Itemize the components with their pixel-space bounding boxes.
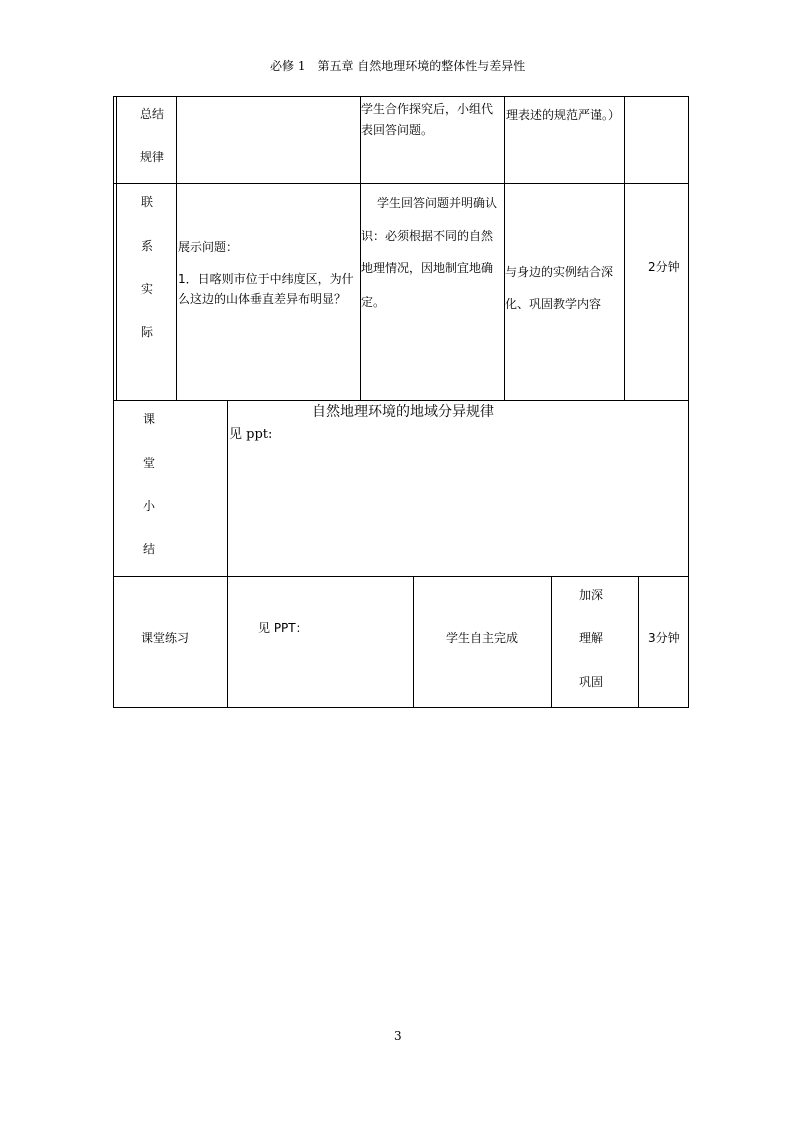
summary-intent: 理表述的规范严谨。） (506, 108, 621, 122)
exercise-intent-3: 巩固 (579, 675, 604, 689)
practice-time: 2分钟 (648, 260, 680, 274)
practice-student-line3: 地理情况，因地制宜地确 (361, 261, 494, 275)
exercise-time: 3分钟 (648, 631, 680, 645)
page-number: 3 (394, 1029, 402, 1043)
practice-teacher-line3: 么这边的山体垂直差异布明显？ (178, 292, 347, 306)
class-summary-heading: 自然地理环境的地域分异规律 (312, 404, 494, 420)
practice-label-char-3: 实 (141, 282, 154, 296)
class-summary-char-4: 结 (143, 542, 156, 556)
practice-intent-line1: 与身边的实例结合深 (505, 265, 614, 279)
class-summary-char-1: 课 (143, 412, 156, 426)
exercise-student: 学生自主完成 (446, 631, 519, 645)
class-summary-char-3: 小 (143, 499, 156, 513)
class-summary-note: 见 ppt: (229, 427, 273, 442)
summary-student-line1: 学生合作探究后，小组代 (361, 102, 494, 116)
exercise-intent-2: 理解 (579, 631, 604, 645)
practice-label-char-1: 联 (141, 195, 154, 209)
summary-label-line1: 总结 (140, 107, 165, 121)
practice-label-char-2: 系 (141, 239, 154, 253)
practice-student-line2: 识：必须根据不同的自然 (361, 229, 494, 243)
practice-teacher-line1: 展示问题： (178, 240, 239, 254)
exercise-label: 课堂练习 (141, 631, 190, 645)
practice-intent-line2: 化、巩固教学内容 (505, 297, 602, 311)
class-summary-char-2: 堂 (143, 456, 156, 470)
practice-student-line4: 定。 (361, 295, 386, 309)
summary-student-line2: 表回答问题。 (361, 123, 434, 137)
practice-label-char-4: 际 (141, 325, 154, 339)
summary-label-line2: 规律 (140, 150, 165, 164)
exercise-intent-1: 加深 (579, 588, 604, 602)
practice-teacher-line2: 1．日喀则市位于中纬度区，为什 (178, 272, 354, 286)
exercise-content: 见 PPT： (258, 621, 308, 635)
practice-student-line1: 学生回答问题并明确认 (377, 196, 498, 210)
page-header: 必修 1 第五章 自然地理环境的整体性与差异性 (270, 59, 526, 73)
